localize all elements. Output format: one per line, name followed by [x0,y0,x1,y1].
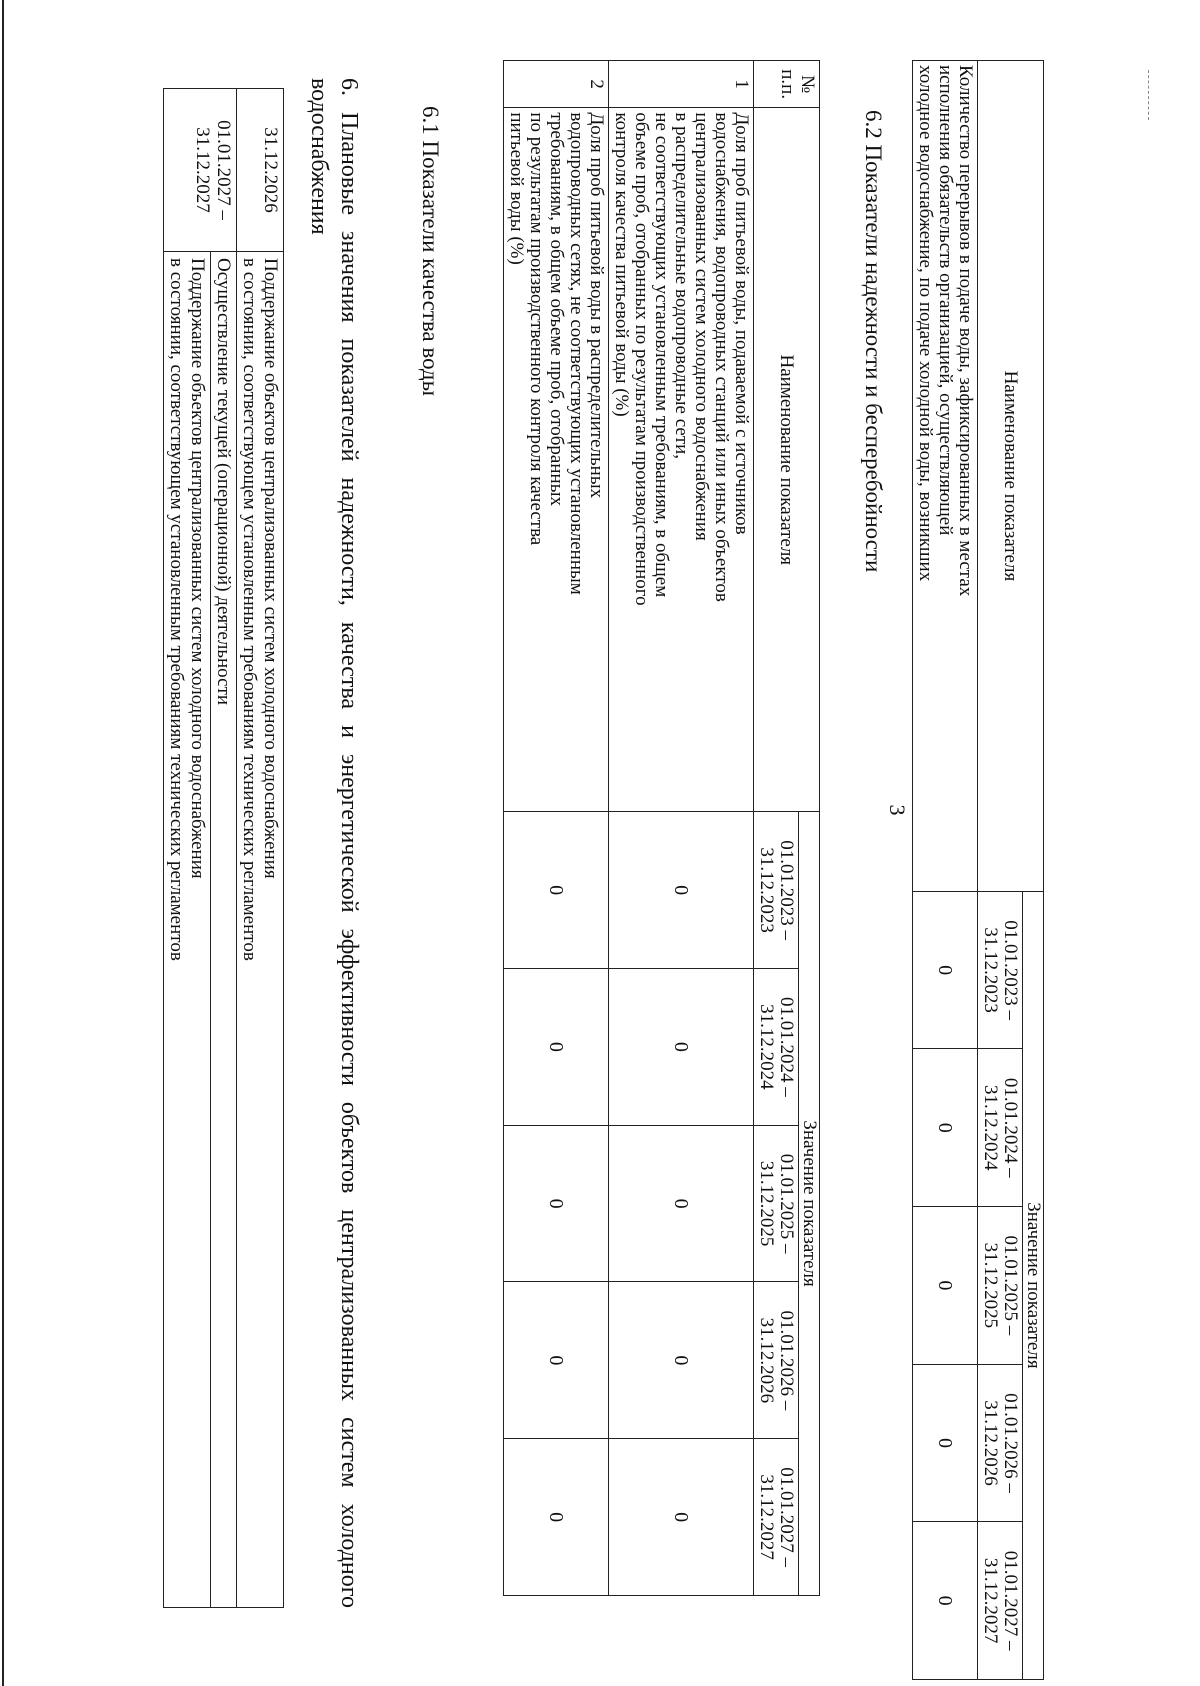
text-line: Поддержание объектов централизованных систем холодного водоснабжения [187,258,208,879]
section-heading: 6. Плановые значения показателей надежности, качества и энергетической эффективности объектов централизованных систем холодного водоснабжения [306,78,362,1608]
value-cell: 0 [609,812,754,969]
table-row [164,89,211,1608]
text-line: 01.01.2027 – [776,1467,797,1567]
periods-table [163,88,284,1608]
text-line: не соответствующих установленным требованиям, в общем [651,112,672,598]
text-line: 01.01.2023 – [1000,920,1021,1021]
text-line: 01.01.2025 – [776,1153,797,1254]
row-number: 1 [609,61,754,108]
text-line: исполнения обязательств организацией, осуществляющей [935,65,956,536]
period-header [978,1522,1023,1680]
table-row [609,61,754,1596]
page-number: 3 [885,804,910,816]
text-line: холодное водоснабжение, по подаче холодной воды, возникших [915,65,936,582]
activity-cell [164,252,211,1608]
value-cell: 0 [913,1522,978,1680]
text-line: 31.12.2026 [260,127,281,213]
text-line: в состоянии, соответствующем установленным требованиям технических регламентов [239,258,260,961]
indicator-name [609,108,754,812]
text-line: в распределительные водопроводные сети, [671,112,692,460]
rotated-page [20,30,1100,1651]
table-header-row [799,61,820,1596]
period-header [978,1364,1023,1522]
text-line: Доля проб питьевой воды, подаваемой с источников [731,112,752,535]
period-header [754,1125,799,1282]
value-cell: 0 [913,1049,978,1207]
scan-left-edge [2,0,4,1686]
text-line: централизованных систем холодного водоснабжения [691,112,712,541]
value-cell: 0 [504,1439,609,1596]
text-line: водопроводных сетях, не соответствующих установленным [566,112,587,595]
text-line: 31.12.2023 [756,847,777,933]
text-line: 01.01.2024 – [1000,1077,1021,1178]
period-cell [164,89,237,252]
period-header [754,1439,799,1596]
value-cell: 0 [913,891,978,1049]
period-header [754,968,799,1125]
indicator-name [504,108,609,812]
value-cell: 0 [609,1282,754,1439]
text-line: объеме проб, отобранных по результатам производственного [631,112,652,606]
text-line: контроля качества питьевой воды (%) [611,112,632,417]
value-cell: 0 [504,1282,609,1439]
value-cell: 0 [913,1207,978,1365]
text-line: 01.01.2025 – [1000,1235,1021,1336]
value-cell: 0 [609,1439,754,1596]
text-line: 31.12.2025 [756,1160,777,1247]
text-line: 31.12.2027 [980,1557,1001,1644]
col-num-header: № п.п. [754,61,820,108]
subsection-6-2-title: 6.2 Показатели надежности и бесперебойности [861,110,886,573]
text-line: в состоянии, соответствующем установленным требованиям технических регламентов [166,258,187,961]
value-cell: 0 [504,968,609,1125]
text-line: 31.12.2027 [192,127,213,213]
col-name-header: Наименование показателя [754,108,820,812]
value-cell: 0 [504,1125,609,1282]
row-number: 2 [504,61,609,108]
reliability-table [912,60,1044,1680]
table-row [211,89,237,1608]
value-group-header: Значение показателя [1023,891,1044,1679]
value-group-header: Значение показателя [799,812,820,1596]
value-cell: 0 [609,968,754,1125]
text-line: 31.12.2026 [756,1317,777,1404]
period-header [978,891,1023,1049]
period-cell [237,89,284,252]
subsection-6-1-title: 6.1 Показатели качества воды [418,106,443,397]
activity-cell [237,252,284,1608]
text-line: 31.12.2025 [980,1242,1001,1329]
text-line: 31.12.2024 [756,1004,777,1090]
text-line: 31.12.2023 [980,927,1001,1013]
indicator-name [913,61,978,892]
activity-cell [211,252,237,1608]
period-header [754,1282,799,1439]
water-quality-table [503,60,820,1596]
text-line: по результатам производственного контроля качества [526,112,547,546]
text-line: Доля проб питьевой воды в распределительных [586,112,607,499]
value-cell: 0 [913,1364,978,1522]
text-line: Количество перерывов в подаче воды, зафиксированных в местах [955,65,976,597]
value-cell: 0 [609,1125,754,1282]
scan-artifact [1148,70,1150,120]
text-line: водоснабжения, водопроводных станций или иных объектов [711,112,732,602]
table-row [504,61,609,1596]
text-line: 01.01.2023 – [776,840,797,940]
value-cell: 0 [504,812,609,969]
period-header [978,1049,1023,1207]
text-line: 01.01.2026 – [776,1310,797,1411]
table-header-row [1023,61,1044,1680]
text-line: 31.12.2026 [980,1400,1001,1486]
text-line: 31.12.2024 [980,1085,1001,1171]
period-header [978,1207,1023,1365]
text-line: 01.01.2027 – [213,120,234,220]
text-line: 01.01.2024 – [776,996,797,1097]
text-line: 01.01.2027 – [1000,1550,1021,1651]
table-row [913,61,978,1680]
text-line: 01.01.2026 – [1000,1393,1021,1493]
col-name-header: Наименование показателя [978,61,1044,892]
text-line: 31.12.2027 [756,1474,777,1560]
text-line: требованиям, в общем объеме проб, отобранных [546,112,567,506]
period-header [754,812,799,969]
table-row [237,89,284,1608]
text-line: Поддержание объектов централизованных систем холодного водоснабжения [260,258,281,879]
text-line: Осуществление текущей (операционной) деятельности [213,258,234,706]
text-line: питьевой воды (%) [506,112,527,265]
